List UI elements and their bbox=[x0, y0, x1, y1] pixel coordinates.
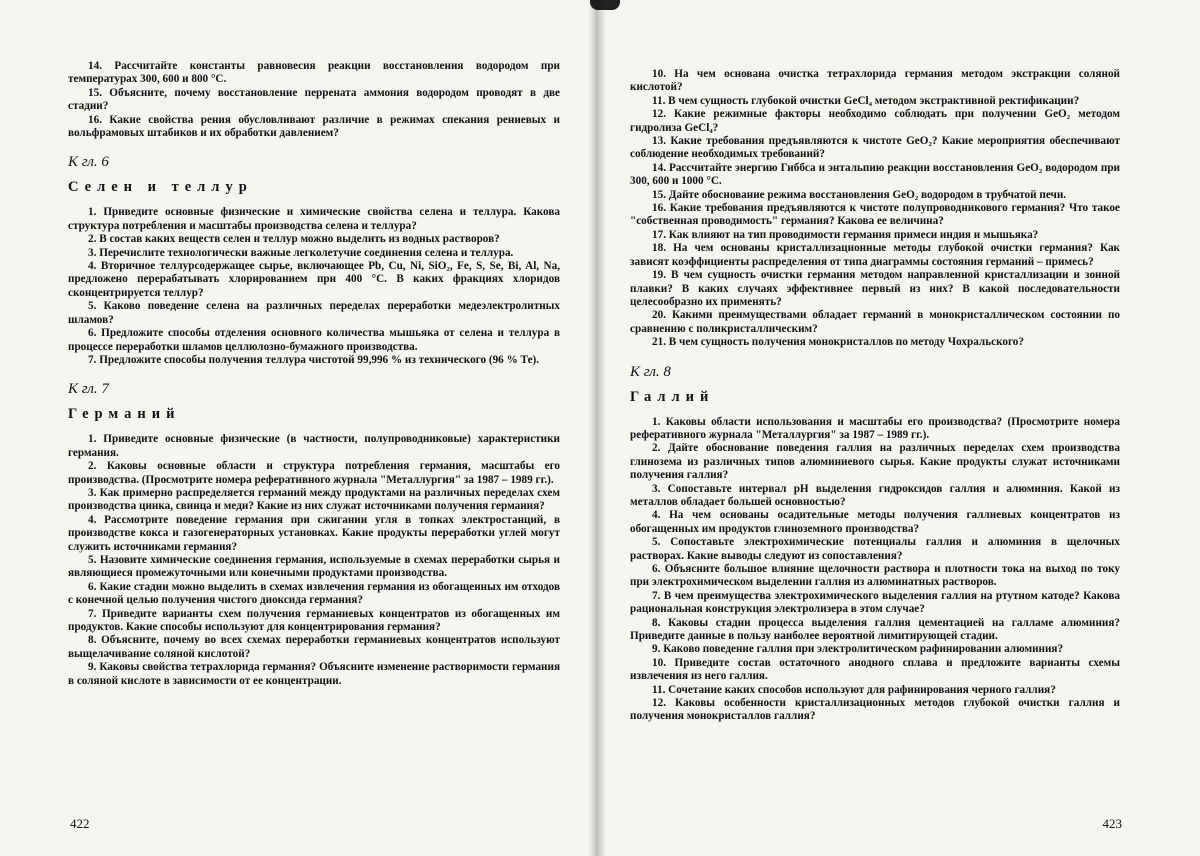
page-number: 423 bbox=[1102, 816, 1122, 831]
question-item: 15. Дайте обоснование режима восстановления GeO₂ водородом в трубчатой печи. bbox=[652, 188, 1067, 201]
question-item: 8. Объясните, почему во всех схемах переработки германиевых концентратов используют выщелачивание соляной кислотой? bbox=[68, 634, 560, 660]
gallium-questions bbox=[630, 416, 1120, 724]
selenium-tellurium-questions bbox=[68, 206, 560, 367]
question-item: 1. Приведите основные физические (в частности, полупроводниковые) характеристики германия. bbox=[68, 433, 560, 459]
question-item: 20. Какими преимуществами обладает германий в монокристаллическом состоянии по сравнению с поликристаллическим? bbox=[630, 309, 1120, 335]
question-item: 4. На чем основаны осадительные методы получения галлиевых концентратов из обогащенных им продуктов глиноземного производства? bbox=[630, 509, 1120, 535]
question-item: 4. Вторичное теллурсодержащее сырье, включающее Pb, Cu, Ni, SiO₂, Fe, S, Se, Bi, Al, Na, предложено перерабатывать хлорированием при 400 °С. В каких фракциях хлоридов сконцентрируется теллур? bbox=[68, 260, 560, 299]
question-item: 14. Рассчитайте энергию Гиббса и энтальпию реакции восстановления GeO₂ водородом при 300, 600 и 1000 °С. bbox=[630, 161, 1120, 188]
question-item: 10. На чем основана очистка тетрахлорида германия методом экстракции соляной кислотой? bbox=[630, 68, 1120, 94]
chapter-heading: К гл. 7 bbox=[68, 381, 109, 398]
chapter-heading: К гл. 8 bbox=[630, 363, 671, 380]
question-item: 5. Каково поведение селена на различных переделах переработки медеэлектролитных шламов? bbox=[68, 300, 560, 326]
question-item: 17. Как влияют на тип проводимости германия примеси индия и мышьяка? bbox=[652, 228, 1039, 241]
question-item: 13. Какие требования предъявляются к чистоте GeO₂? Какие мероприятия обеспечивают соблюдение необходимых требований? bbox=[630, 135, 1120, 161]
question-item: 7. Предложите способы получения теллура чистотой 99,996 % из технического (96 % Те). bbox=[88, 353, 540, 366]
germanium-questions bbox=[68, 433, 560, 688]
question-item: 11. Сочетание каких способов используют для рафинирования черного галлия? bbox=[652, 683, 1056, 696]
question-item: 11. В чем сущность глубокой очистки GeCl₄ методом экстрактивной ректификации? bbox=[652, 94, 1080, 107]
question-item: 9. Каковы свойства тетрахлорида германия? Объясните изменение растворимости германия в соляной кислоте в зависимости от ее концентрации. bbox=[68, 661, 560, 687]
question-item: 12. Какие режимные факторы необходимо соблюдать при получении GeO₂ методом гидролиза GeCl₄? bbox=[630, 108, 1120, 134]
question-item: 12. Каковы особенности кристаллизационных методов глубокой очистки галлия и получения монокристаллов галлия? bbox=[630, 697, 1120, 723]
question-item: 14. Рассчитайте константы равновесия реакции восстановления водородом при температурах 300, 600 и 800 °С. bbox=[68, 60, 560, 86]
question-item: 6. Какие стадии можно выделить в схемах извлечения германия из обогащенных им отходов с конечной целью получения чистого диоксида германия? bbox=[68, 580, 560, 607]
question-item: 6. Предложите способы отделения основного количества мышьяка от селена и теллура в процессе переработки шламов целлюлозно-бумажного производства. bbox=[68, 327, 560, 353]
question-item: 5. Сопоставьте электрохимические потенциалы галлия и алюминия в щелочных растворах. Какие выводы следуют из сопоставления? bbox=[630, 536, 1120, 562]
question-item: 19. В чем сущность очистки германия методом направленной кристаллизации и зонной плавки? В каких случаях эффективнее первый из них? В какой последовательности целесообразно их применять? bbox=[630, 269, 1120, 308]
section-title: Селен и теллур bbox=[68, 179, 253, 196]
question-item: 2. В состав каких веществ селен и теллур можно выделить из водных растворов? bbox=[88, 233, 500, 246]
question-item: 4. Рассмотрите поведение германия при сжигании угля в топках электростанций, в производстве кокса и газогенераторных установках. Какие продукты переработки углей могут служить источниками германия? bbox=[68, 513, 560, 553]
question-item: 7. Приведите варианты схем получения германиевых концентратов из обогащенных им продуктов. Какие способы используют для концентрирования германия? bbox=[68, 607, 560, 633]
question-item: 1. Приведите основные физические и химические свойства селена и теллура. Какова структура потребления и масштабы производства селена и теллура? bbox=[68, 206, 560, 232]
right-top-items bbox=[630, 68, 1120, 350]
question-item: 6. Объясните большое влияние щелочности раствора и плотности тока на выход по току при электрохимическом выделении галлия из алюминатных растворов. bbox=[630, 563, 1120, 589]
question-item: 2. Дайте обоснование поведения галлия на различных переделах схем производства глинозема из различных типов алюминиевого сырья. Какие продукты служат источниками получения галлия? bbox=[630, 442, 1120, 482]
right-page bbox=[600, 0, 1200, 856]
question-item: 1. Каковы области использования и масштабы его производства? (Просмотрите номера реферативного журнала "Металлургия" за 1987 – 1989 гг.). bbox=[630, 415, 1120, 441]
question-item: 15. Объясните, почему восстановление перрената аммония водородом проводят в две стадии? bbox=[68, 86, 560, 113]
question-item: 8. Каковы стадии процесса выделения галлия цементацией на галламе алюминия? Приведите данные в пользу наиболее вероятной лимитирующей стадии. bbox=[630, 616, 1120, 643]
question-item: 7. В чем преимущества электрохимического выделения галлия на ртутном катоде? Какова рациональная конструкция электролизера в этом случае? bbox=[630, 589, 1120, 616]
chapter-heading: К гл. 6 bbox=[68, 154, 109, 171]
question-item: 9. Каково поведение галлия при электролитическом рафинировании алюминия? bbox=[652, 643, 1064, 656]
page-number: 422 bbox=[70, 816, 90, 831]
question-item: 2. Каковы основные области и структура потребления германия, масштабы его производства. (Просмотрите номера реферативного журнала "Металлургия" за 1987 – 1989 гг.). bbox=[68, 460, 560, 486]
question-item: 3. Сопоставьте интервал pH выделения гидроксидов галлия и алюминия. Какой из металлов обладает большей основностью? bbox=[630, 482, 1120, 508]
question-item: 16. Какие свойства рения обусловливают различие в режимах спекания рениевых и вольфрамовых штабиков и их обработки давлением? bbox=[68, 113, 560, 140]
question-item: 21. В чем сущность получения монокристаллов по методу Чохральского? bbox=[652, 336, 1024, 349]
question-item: 3. Перечислите технологически важные легколетучие соединения селена и теллура. bbox=[88, 246, 514, 259]
question-item: 3. Как примерно распределяется германий между продуктами на различных переделах схем производства цинка, свинца и меди? Какие из них служат источниками получения германия? bbox=[68, 486, 560, 513]
section-title: Галлий bbox=[630, 388, 715, 405]
question-item: 16. Какие требования предъявляются к чистоте полупроводникового германия? Что такое "собственная проводимость" германия? Какова ее величина? bbox=[630, 202, 1120, 228]
question-item: 10. Приведите состав остаточного анодного сплава и предложите варианты схемы извлечения из него галлия. bbox=[630, 656, 1120, 683]
question-item: 18. На чем основаны кристаллизационные методы глубокой очистки германия? Как зависят коэффициенты распределения от типа диаграммы состояния германий – примесь? bbox=[630, 242, 1120, 268]
question-item: 5. Назовите химические соединения германия, используемые в схемах переработки сырья и являющиеся промежуточными или конечными продуктами производства. bbox=[68, 553, 560, 580]
left-top-items bbox=[68, 60, 560, 140]
section-title: Германий bbox=[68, 406, 181, 423]
